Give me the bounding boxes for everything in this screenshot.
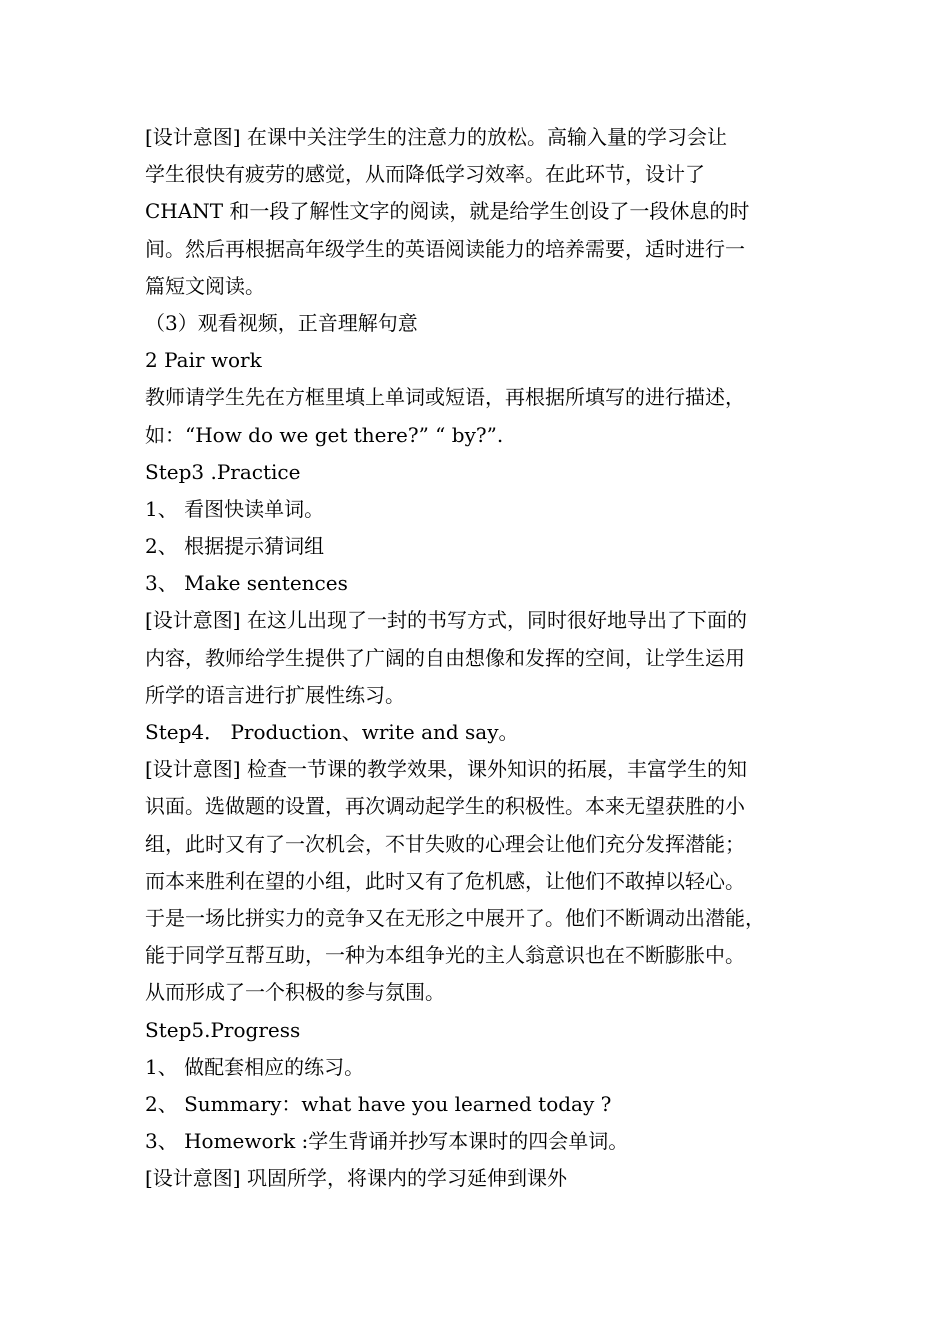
design-intent-1-line-3: CHANT 和一段了解性文字的阅读，就是给学生创设了一段休息的时 bbox=[145, 199, 750, 224]
design-intent-3-line-4: 而本来胜利在望的小组，此时又有了危机感，让他们不敢掉以轻心。 bbox=[145, 868, 745, 893]
pair-work-desc-line-2: 如：“How do we get there?” “ by?”. bbox=[145, 422, 504, 447]
design-intent-1-line-2: 学生很快有疲劳的感觉，从而降低学习效率。在此环节，设计了 bbox=[145, 162, 705, 187]
design-intent-3-line-2: 识面。选做题的设置，再次调动起学生的积极性。本来无望获胜的小 bbox=[145, 794, 745, 819]
step5-item-2: 2、 Summary：what have you learned today ? bbox=[145, 1091, 612, 1116]
design-intent-4-line-1: [设计意图] 巩固所学，将课内的学习延伸到课外 bbox=[145, 1166, 567, 1191]
design-intent-3-line-7: 从而形成了一个积极的参与氛围。 bbox=[145, 980, 445, 1005]
pair-work-desc-line-1: 教师请学生先在方框里填上单词或短语，再根据所填写的进行描述， bbox=[145, 385, 745, 410]
step3-item-3: 3、 Make sentences bbox=[145, 571, 348, 596]
step3-item-1: 1、 看图快读单词。 bbox=[145, 496, 325, 521]
design-intent-1-line-4: 间。然后再根据高年级学生的英语阅读能力的培养需要，适时进行一 bbox=[145, 236, 745, 261]
design-intent-2-line-2: 内容，教师给学生提供了广阔的自由想像和发挥的空间，让学生运用 bbox=[145, 645, 745, 670]
step5-item-3: 3、 Homework :学生背诵并抄写本课时的四会单词。 bbox=[145, 1129, 629, 1154]
design-intent-2-line-1: [设计意图] 在这儿出现了一封的书写方式，同时很好地导出了下面的 bbox=[145, 608, 747, 633]
pair-work-heading: 2 Pair work bbox=[145, 348, 262, 373]
step3-heading: Step3 .Practice bbox=[145, 459, 301, 484]
design-intent-1-line-5: 篇短文阅读。 bbox=[145, 273, 265, 298]
design-intent-2-line-3: 所学的语言进行扩展性练习。 bbox=[145, 682, 405, 707]
step5-item-1: 1、 做配套相应的练习。 bbox=[145, 1054, 365, 1079]
design-intent-3-line-1: [设计意图] 检查一节课的教学效果，课外知识的拓展，丰富学生的知 bbox=[145, 757, 747, 782]
design-intent-3-line-3: 组，此时又有了一次机会，不甘失败的心理会让他们充分发挥潜能； bbox=[145, 831, 745, 856]
design-intent-3-line-6: 能于同学互帮互助，一种为本组争光的主人翁意识也在不断膨胀中。 bbox=[145, 943, 745, 968]
video-step-line: （3）观看视频，正音理解句意 bbox=[145, 310, 418, 335]
step5-heading: Step5.Progress bbox=[145, 1017, 301, 1042]
document-body bbox=[145, 119, 825, 1197]
design-intent-3-line-5: 于是一场比拼实力的竞争又在无形之中展开了。他们不断调动出潜能， bbox=[145, 905, 765, 930]
step3-item-2: 2、 根据提示猜词组 bbox=[145, 534, 325, 559]
design-intent-1-line-1: [设计意图] 在课中关注学生的注意力的放松。高输入量的学习会让 bbox=[145, 125, 727, 149]
step4-heading: Step4． Production、write and say。 bbox=[145, 720, 519, 744]
